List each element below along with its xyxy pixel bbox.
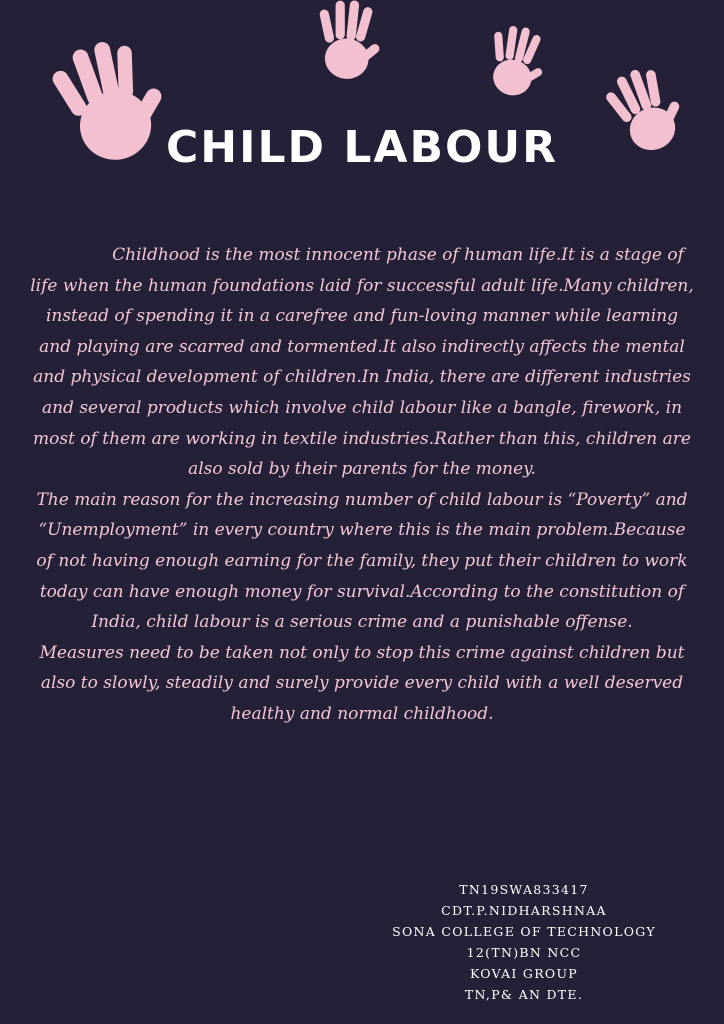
signature-line: SONA COLLEGE OF TECHNOLOGY (392, 924, 656, 939)
author-signature (374, 879, 674, 1005)
paragraph: Childhood is the most innocent phase of human life.It is a stage of life when the human foundations laid for successful adult life.Many children, instead of spending it in a carefree and fun-loving manner while learning and playing are scarred and tormented.It also indirectly affects the mental and physical development of children.In India, there are different industries and several products which involve child labour like a bangle, firework, in most of them are working in textile industries.Rather than this, children are also sold by their parents for the money. (30, 245, 694, 480)
paragraph: Measures need to be taken not only to stop this crime against children but also to slowly, steadily and surely provide every child with a well deserved healthy and normal childhood. (39, 642, 685, 724)
body-text (30, 240, 694, 730)
signature-line: KOVAI GROUP (469, 966, 579, 981)
signature-line: CDT.P.NIDHARSHNAA (441, 903, 607, 918)
page-title: CHILD LABOUR (165, 122, 558, 173)
paragraph: The main reason for the increasing number of child labour is “Poverty” and “Unemployment” in every country where this is the main problem.Because of not having enough earning for the family, they put their children to work today can have enough money for survival.According to the constitution of India, child labour is a serious crime and a punishable offense. (36, 489, 688, 633)
signature-line: TN19SWA833417 (459, 882, 589, 897)
signature-line: 12(TN)BN NCC (466, 945, 582, 960)
signature-line: TN,P& AN DTE. (464, 987, 584, 1002)
handprint-icon (474, 26, 556, 100)
handprint-icon (300, 0, 396, 84)
